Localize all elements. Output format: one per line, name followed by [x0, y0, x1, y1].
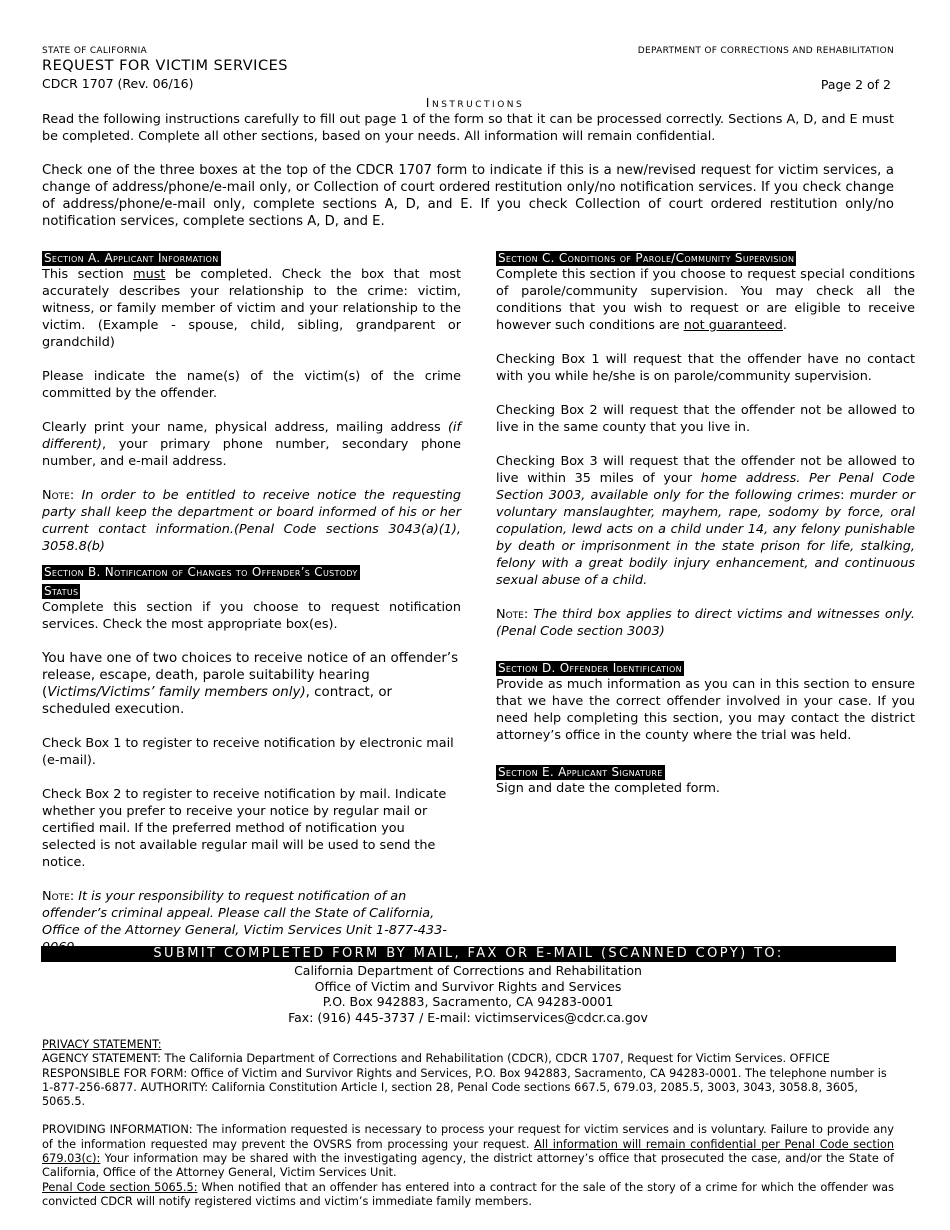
page-number: Page 2 of 2: [820, 77, 891, 92]
section-d-heading: Section D. Offender Identification: [498, 661, 682, 675]
section-c-heading: Section C. Conditions of Parole/Community Supervision: [498, 251, 795, 265]
providing-information: PROVIDING INFORMATION: The information requested is necessary to process your request for victim services and is voluntary. Failure to provide any of the information requested may prevent the OVSRS from processing your request. All information will remain confidential per Penal Code section 679.03(c): Your information may be shared with the investigating agency, the district attorney’s office that prosecuted the case, and/or the State of California, Office of the Attorney General, Victim Services Unit.: [42, 1123, 894, 1180]
section-c-note: Note: The third box applies to direct victims and witnesses only. (Penal Code section 3003): [496, 607, 915, 639]
privacy-statement: [42, 1038, 894, 1209]
section-a-heading: Section A. Applicant Information: [44, 251, 219, 265]
section-a-para-1: This section must be completed. Check the box that most accurately describes your relationship to the crime: victim, witness, or family member of victim and your relationship to the victim. (Example - spouse, child, sibling, grandparent or grandchild): [42, 267, 462, 350]
section-b-para-4: Check Box 2 to register to receive notification by mail. Indicate whether you prefer to receive your notice by regular mail or certified mail. If the preferred method of notification you selected is not available regular mail will be used to send the notice.: [42, 787, 447, 870]
section-e-para-1: Sign and date the completed form.: [496, 781, 720, 796]
submit-line-1: California Department of Corrections and Rehabilitation: [294, 963, 642, 978]
submit-line-2: Office of Victim and Survivor Rights and Services: [314, 978, 622, 994]
section-c-para-2: Checking Box 1 will request that the offender have no contact with you while he/she is on parole/community supervision.: [496, 352, 915, 384]
right-column: [496, 247, 915, 797]
instructions-para-2: Check one of the three boxes at the top of the CDCR 1707 form to indicate if this is a new/revised request for victim services, a change of address/phone/e-mail only, or Collection of court ordered restitution only/no notification services. If you check change of address/phone/e-mail only, complete sections A, D, and E. If you check Collection of court ordered restitution only/no notification services, complete sections A, D, and E.: [42, 163, 894, 229]
submit-line-4: Fax: (916) 445-3737 / E-mail: victimservices@cdcr.ca.gov: [288, 1009, 648, 1025]
submit-address: [0, 963, 936, 1025]
penal-code-5065: Penal Code section 5065.5: When notified that an offender has entered into a contract for the sale of the story of a crime for which the offender was convicted CDCR will notify registered victims and victim’s immediate family members.: [42, 1180, 894, 1208]
section-c-para-3: Checking Box 2 will request that the offender not be allowed to live in the same county that you live in.: [496, 403, 915, 435]
section-b-para-2: You have one of two choices to receive notice of an offender’s release, escape, death, parole suitability hearing (Victims/Victims’ family members only), contract, or scheduled execution.: [42, 651, 459, 717]
section-d-para-1: Provide as much information as you can in this section to ensure that we have the correct offender involved in your case. If you need help completing this section, you may contact the district attorney’s office in the county where the trial was held.: [496, 677, 915, 743]
agency-statement: AGENCY STATEMENT: The California Department of Corrections and Rehabilitation (CDCR), CDCR 1707, Request for Victim Services. OFFICE RESPONSIBLE FOR FORM: Office of Victim and Survivor Rights and Services, P.O. Box 942883, Sacramento, CA 94283-0001. The telephone number is 1-877-256-6877. AUTHORITY: California Constitution Article I, section 28, Penal Code sections 667.5, 679.03, 2085.5, 3003, 3043, 3058.8, 3605, 5065.5.: [42, 1052, 887, 1109]
section-c-para-1: Complete this section if you choose to request special conditions of parole/community supervision. You may check all the conditions that you wish to request or are eligible to receive however such conditions are not guaranteed.: [496, 267, 915, 333]
section-e-heading: Section E. Applicant Signature: [498, 765, 663, 779]
section-a-note: Note: In order to be entitled to receive notice the requesting party shall keep the department or board informed of his or her current contact information.(Penal Code sections 3043(a)(1), 3058.8(b): [42, 488, 461, 554]
instructions-heading: Instructions: [425, 95, 525, 110]
section-b-para-1: Complete this section if you choose to request notification services. Check the most appropriate box(es).: [42, 600, 461, 632]
instructions-body: [42, 111, 894, 230]
section-a-para-2: Please indicate the name(s) of the victim(s) of the crime committed by the offender.: [42, 369, 461, 401]
section-b-note: Note: It is your responsibility to request notification of an offender’s criminal appeal. Please call the State of California, Office of the Attorney General, Victim Services Unit 1-877-433-: [42, 889, 447, 938]
section-b-heading: Section B. Notification of Changes to Offender’s Custody Status: [44, 565, 358, 598]
submit-line-3: P.O. Box 942883, Sacramento, CA 94283-0001: [322, 994, 614, 1010]
section-c-para-4: Checking Box 3 will request that the offender not be allowed to live within 35 miles of your home address. Per Penal Code Section 3003, available only for the following crimes: murder or voluntary manslaughter, mayhem, rape, sodomy by force, oral copulation, lewd acts on a child under 14, any felony punishable by death or imprisonment in the state prison for life, stalking, felony with a great bodily injury enhancement, and continuous sexual abuse of a child.: [496, 454, 915, 588]
instructions-para-1: Read the following instructions carefully to fill out page 1 of the form so that it can be processed correctly. Sections A, D, and E must be completed. Complete all other sections, based on your needs. All information will remain confidential.: [42, 112, 894, 144]
section-a-para-3: Clearly print your name, physical address, mailing address (if different), your primary phone number, secondary phone number, and e-mail address.: [42, 420, 461, 469]
state-label: STATE OF CALIFORNIA: [42, 46, 148, 56]
form-title: REQUEST FOR VICTIM SERVICES: [42, 58, 288, 74]
form-number: CDCR 1707 (Rev. 06/16): [42, 76, 194, 91]
privacy-heading: PRIVACY STATEMENT:: [42, 1038, 162, 1051]
left-column: [42, 247, 461, 956]
submit-banner: SUBMIT COMPLETED FORM BY MAIL, FAX OR E-MAIL (SCANNED COPY) TO:: [41, 946, 896, 962]
section-b-para-3: Check Box 1 to register to receive notification by electronic mail (e-mail).: [42, 736, 454, 768]
department-label: DEPARTMENT OF CORRECTIONS AND REHABILITATION: [637, 46, 894, 56]
